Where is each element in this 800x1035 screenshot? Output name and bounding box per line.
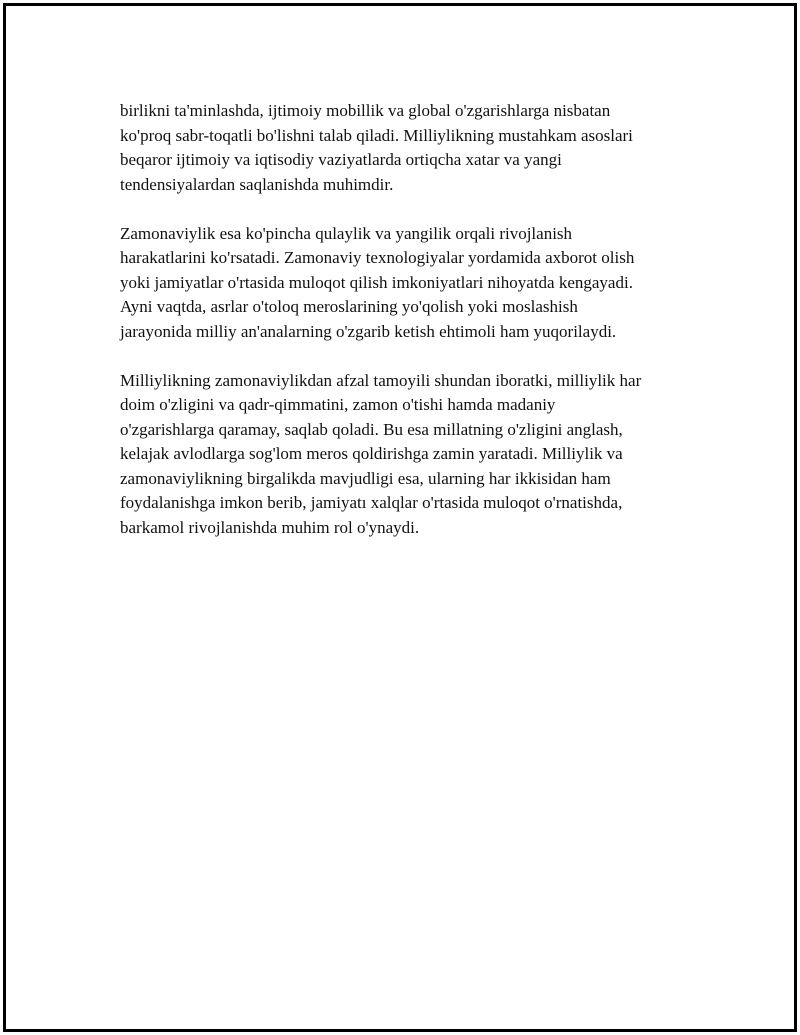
page-frame xyxy=(3,3,797,1032)
paragraph-3 xyxy=(120,369,700,541)
text-line: beqaror ijtimoiy va iqtisodiy vaziyatlarda ortiqcha xatar va yangi xyxy=(120,150,562,169)
text-line: zamonaviylikning birgalikda mavjudligi esa, ularning har ikkisidan ham xyxy=(120,468,611,488)
text-line: kelajak avlodlarga sog'lom meros qoldirishga zamin yaratadi. Milliylik va xyxy=(120,444,623,463)
text-line: o'zgarishlarga qaramay, saqlab qoladi. Bu esa millatning o'zligini anglash, xyxy=(120,419,623,439)
paragraph-1 xyxy=(120,99,700,197)
text-line: foydalanishga imkon berib, jamiyatı xalqlar o'rtasida muloqot o'rnatishda, xyxy=(120,493,623,512)
text-line: harakatlarini ko'rsatadi. Zamonaviy texnologiyalar yordamida axborot olish xyxy=(120,248,635,267)
text-line: Zamonaviylik esa ko'pincha qulaylik va yangilik orqali rivojlanish xyxy=(120,223,573,243)
paragraph-2 xyxy=(120,222,700,345)
text-line: ko'proq sabr-toqatli bo'lishni talab qiladi. Milliylikning mustahkam asoslari xyxy=(120,125,633,145)
text-line: Milliylikning zamonaviylikdan afzal tamoyili shundan iboratki, milliylik har xyxy=(120,370,642,390)
text-line: jarayonida milliy an'analarning o'zgarib ketish ehtimoli ham yuqorilaydi. xyxy=(120,321,617,341)
text-line: doim o'zligini va qadr-qimmatini, zamon o'tishi hamda madaniy xyxy=(120,395,556,414)
text-line: barkamol rivojlanishda muhim rol o'ynaydi. xyxy=(120,517,420,537)
page-body-text xyxy=(120,99,700,565)
text-line: yoki jamiyatlar o'rtasida muloqot qilish imkoniyatlari nihoyatda kengayadi. xyxy=(120,272,633,292)
text-line: birlikni ta'minlashda, ijtimoiy mobillik va global o'zgarishlarga nisbatan xyxy=(120,101,611,120)
text-line: Ayni vaqtda, asrlar o'toloq meroslarining yo'qolish yoki moslashish xyxy=(120,297,578,316)
text-line: tendensiyalardan saqlanishda muhimdir. xyxy=(120,174,394,194)
